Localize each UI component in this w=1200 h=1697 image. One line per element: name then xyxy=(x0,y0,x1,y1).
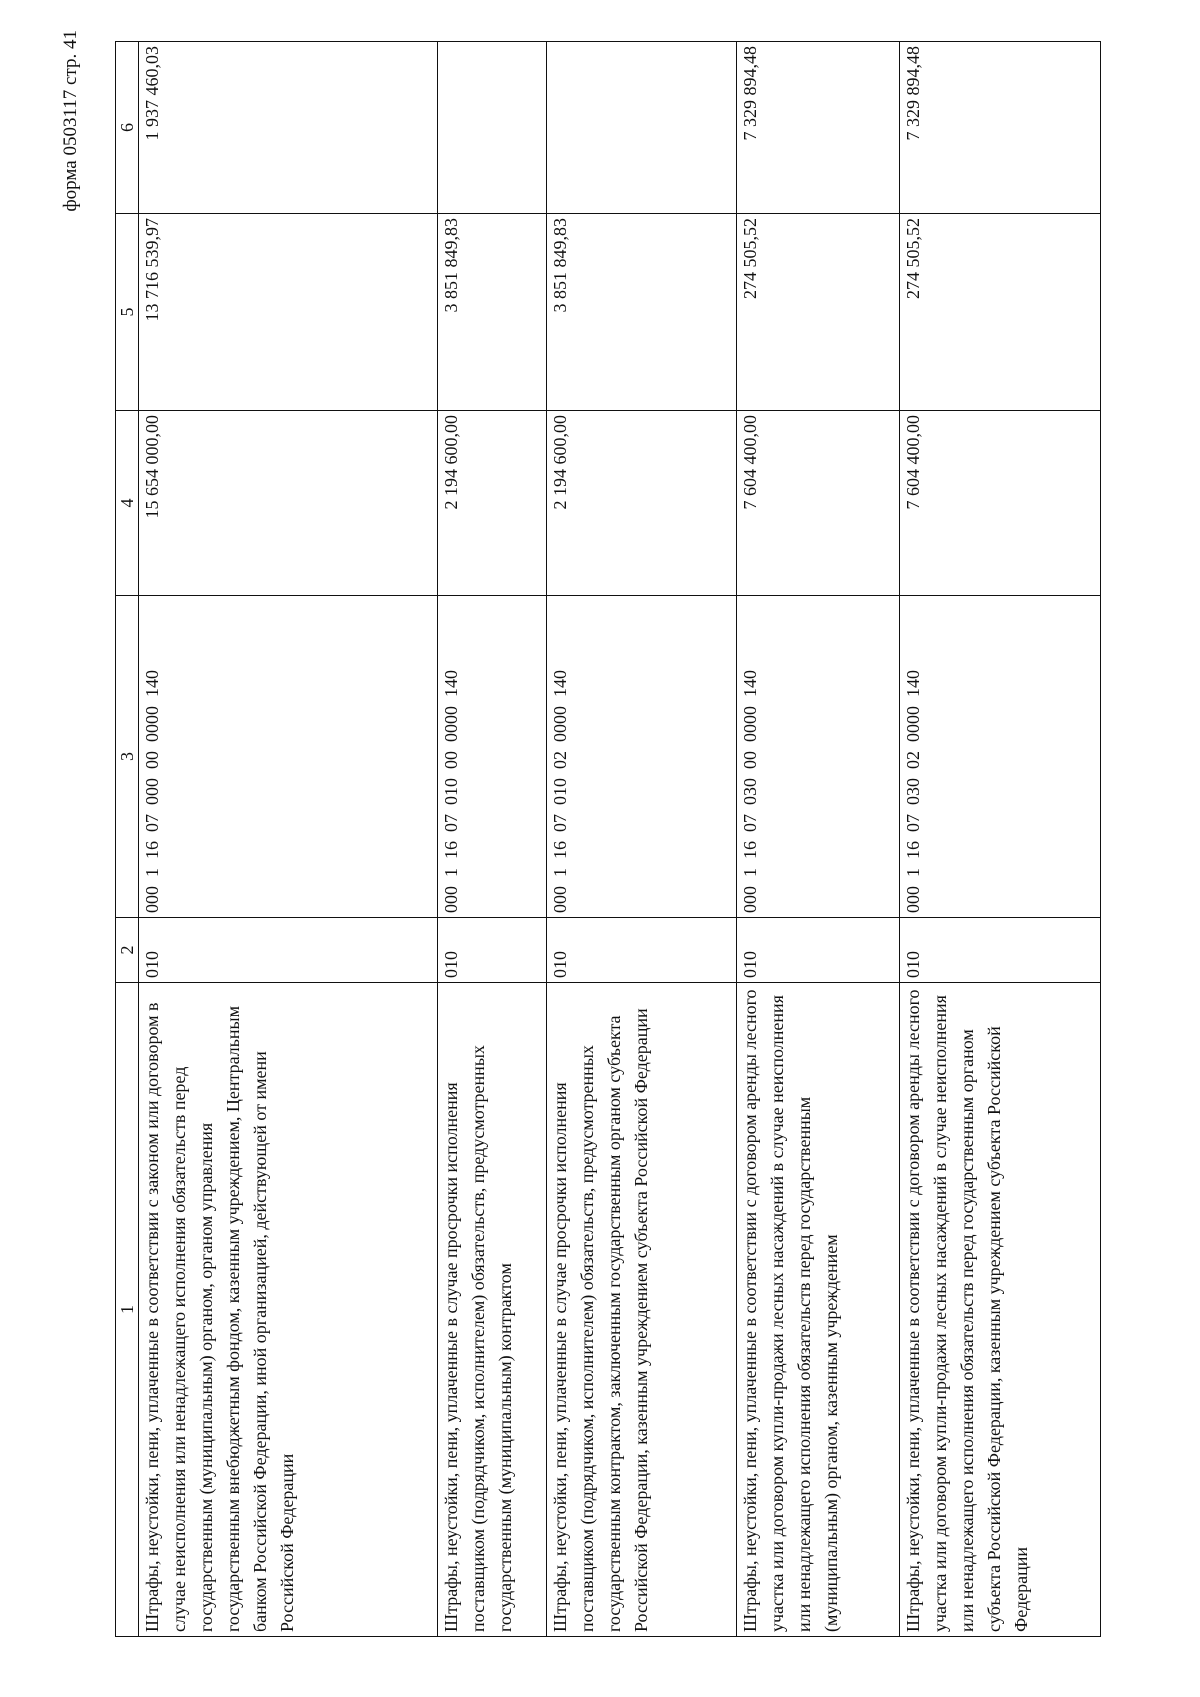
code-part: 07 xyxy=(550,814,570,832)
income-classification-code xyxy=(900,596,1101,918)
unexecuted-amount xyxy=(438,42,547,214)
table-row xyxy=(737,42,900,1637)
code-part: 16 xyxy=(441,841,461,859)
column-number: 2 xyxy=(116,918,139,983)
income-name: Штрафы, неустойки, пени, уплаченные в соответствии с договором аренды лесного участка или договором купли-продажи лесных насаждений в случае неисполнения или ненадлежащего исполнения обязательств перед государственным органом субъекта Российской Федерации, казенным учреждением субъекта Российской Федерации xyxy=(900,983,1101,1637)
code-part: 07 xyxy=(142,814,162,832)
code-part: 010 xyxy=(441,778,461,805)
code-part: 16 xyxy=(740,841,760,859)
code-part: 02 xyxy=(550,751,570,769)
unexecuted-amount: 7 329 894,48 xyxy=(737,42,900,214)
table-row xyxy=(900,42,1101,1637)
code-part: 00 xyxy=(441,751,461,769)
code-part: 140 xyxy=(740,670,760,697)
income-classification-code xyxy=(737,596,900,918)
code-part: 07 xyxy=(903,814,923,832)
code-part: 030 xyxy=(903,778,923,805)
code-part: 000 xyxy=(142,778,162,805)
code-part: 1 xyxy=(903,868,923,877)
code-part: 000 xyxy=(903,886,923,913)
approved-amount: 7 604 400,00 xyxy=(900,411,1101,596)
income-name: Штрафы, неустойки, пени, уплаченные в случае просрочки исполнения поставщиком (подрядчиком, исполнителем) обязательств, предусмотренных государственным (муниципальным) контрактом xyxy=(438,983,547,1637)
line-code: 010 xyxy=(547,918,737,983)
income-name: Штрафы, неустойки, пени, уплаченные в соответствии с законом или договором в случае неисполнения или ненадлежащего исполнения обязательств перед государственным (муниципальным) органом, органом управления государственным внебюджетным фондом, казенным учреждением, Центральным банком Российской Федерации, иной организацией, действующей от имени Российской Федерации xyxy=(139,983,438,1637)
code-part: 0000 xyxy=(441,706,461,742)
code-part: 07 xyxy=(740,814,760,832)
column-number: 6 xyxy=(116,42,139,214)
approved-amount: 15 654 000,00 xyxy=(139,411,438,596)
code-part: 1 xyxy=(441,868,461,877)
code-part: 07 xyxy=(441,814,461,832)
code-part: 1 xyxy=(550,868,570,877)
executed-amount: 3 851 849,83 xyxy=(547,214,737,411)
column-number-row xyxy=(116,42,139,1637)
executed-amount: 3 851 849,83 xyxy=(438,214,547,411)
code-part: 1 xyxy=(142,868,162,877)
code-part: 000 xyxy=(740,886,760,913)
code-part: 0000 xyxy=(550,706,570,742)
code-part: 140 xyxy=(142,670,162,697)
income-classification-code xyxy=(547,596,737,918)
line-code: 010 xyxy=(737,918,900,983)
unexecuted-amount xyxy=(547,42,737,214)
code-part: 000 xyxy=(142,886,162,913)
executed-amount: 274 505,52 xyxy=(900,214,1101,411)
report-table xyxy=(115,41,1101,1637)
approved-amount: 2 194 600,00 xyxy=(547,411,737,596)
approved-amount: 2 194 600,00 xyxy=(438,411,547,596)
column-number: 1 xyxy=(116,983,139,1637)
code-part: 00 xyxy=(740,751,760,769)
income-classification-code xyxy=(438,596,547,918)
line-code: 010 xyxy=(438,918,547,983)
column-number: 5 xyxy=(116,214,139,411)
code-part: 140 xyxy=(903,670,923,697)
income-name: Штрафы, неустойки, пени, уплаченные в соответствии с договором аренды лесного участка или договором купли-продажи лесных насаждений в случае неисполнения или ненадлежащего исполнения обязательств перед государственным (муниципальным) органом, казенным учреждением xyxy=(737,983,900,1637)
code-part: 000 xyxy=(550,886,570,913)
code-part: 030 xyxy=(740,778,760,805)
income-name: Штрафы, неустойки, пени, уплаченные в случае просрочки исполнения поставщиком (подрядчиком, исполнителем) обязательств, предусмотренных государственным контрактом, заключенным государственным органом субъекта Российской Федерации, казенным учреждением субъекта Российской Федерации xyxy=(547,983,737,1637)
code-part: 1 xyxy=(740,868,760,877)
executed-amount: 274 505,52 xyxy=(737,214,900,411)
code-part: 0000 xyxy=(903,706,923,742)
code-part: 000 xyxy=(441,886,461,913)
line-code: 010 xyxy=(139,918,438,983)
code-part: 02 xyxy=(903,751,923,769)
table-row xyxy=(438,42,547,1637)
column-number: 3 xyxy=(116,596,139,918)
code-part: 16 xyxy=(142,841,162,859)
unexecuted-amount: 1 937 460,03 xyxy=(139,42,438,214)
code-part: 140 xyxy=(550,670,570,697)
table-row xyxy=(139,42,438,1637)
executed-amount: 13 716 539,97 xyxy=(139,214,438,411)
code-part: 16 xyxy=(903,841,923,859)
income-classification-code xyxy=(139,596,438,918)
column-number: 4 xyxy=(116,411,139,596)
code-part: 16 xyxy=(550,841,570,859)
code-part: 0000 xyxy=(142,706,162,742)
code-part: 00 xyxy=(142,751,162,769)
code-part: 0000 xyxy=(740,706,760,742)
code-part: 010 xyxy=(550,778,570,805)
line-code: 010 xyxy=(900,918,1101,983)
form-label: форма 0503117 стр. 41 xyxy=(60,30,81,212)
approved-amount: 7 604 400,00 xyxy=(737,411,900,596)
unexecuted-amount: 7 329 894,48 xyxy=(900,42,1101,214)
code-part: 140 xyxy=(441,670,461,697)
table-row xyxy=(547,42,737,1637)
